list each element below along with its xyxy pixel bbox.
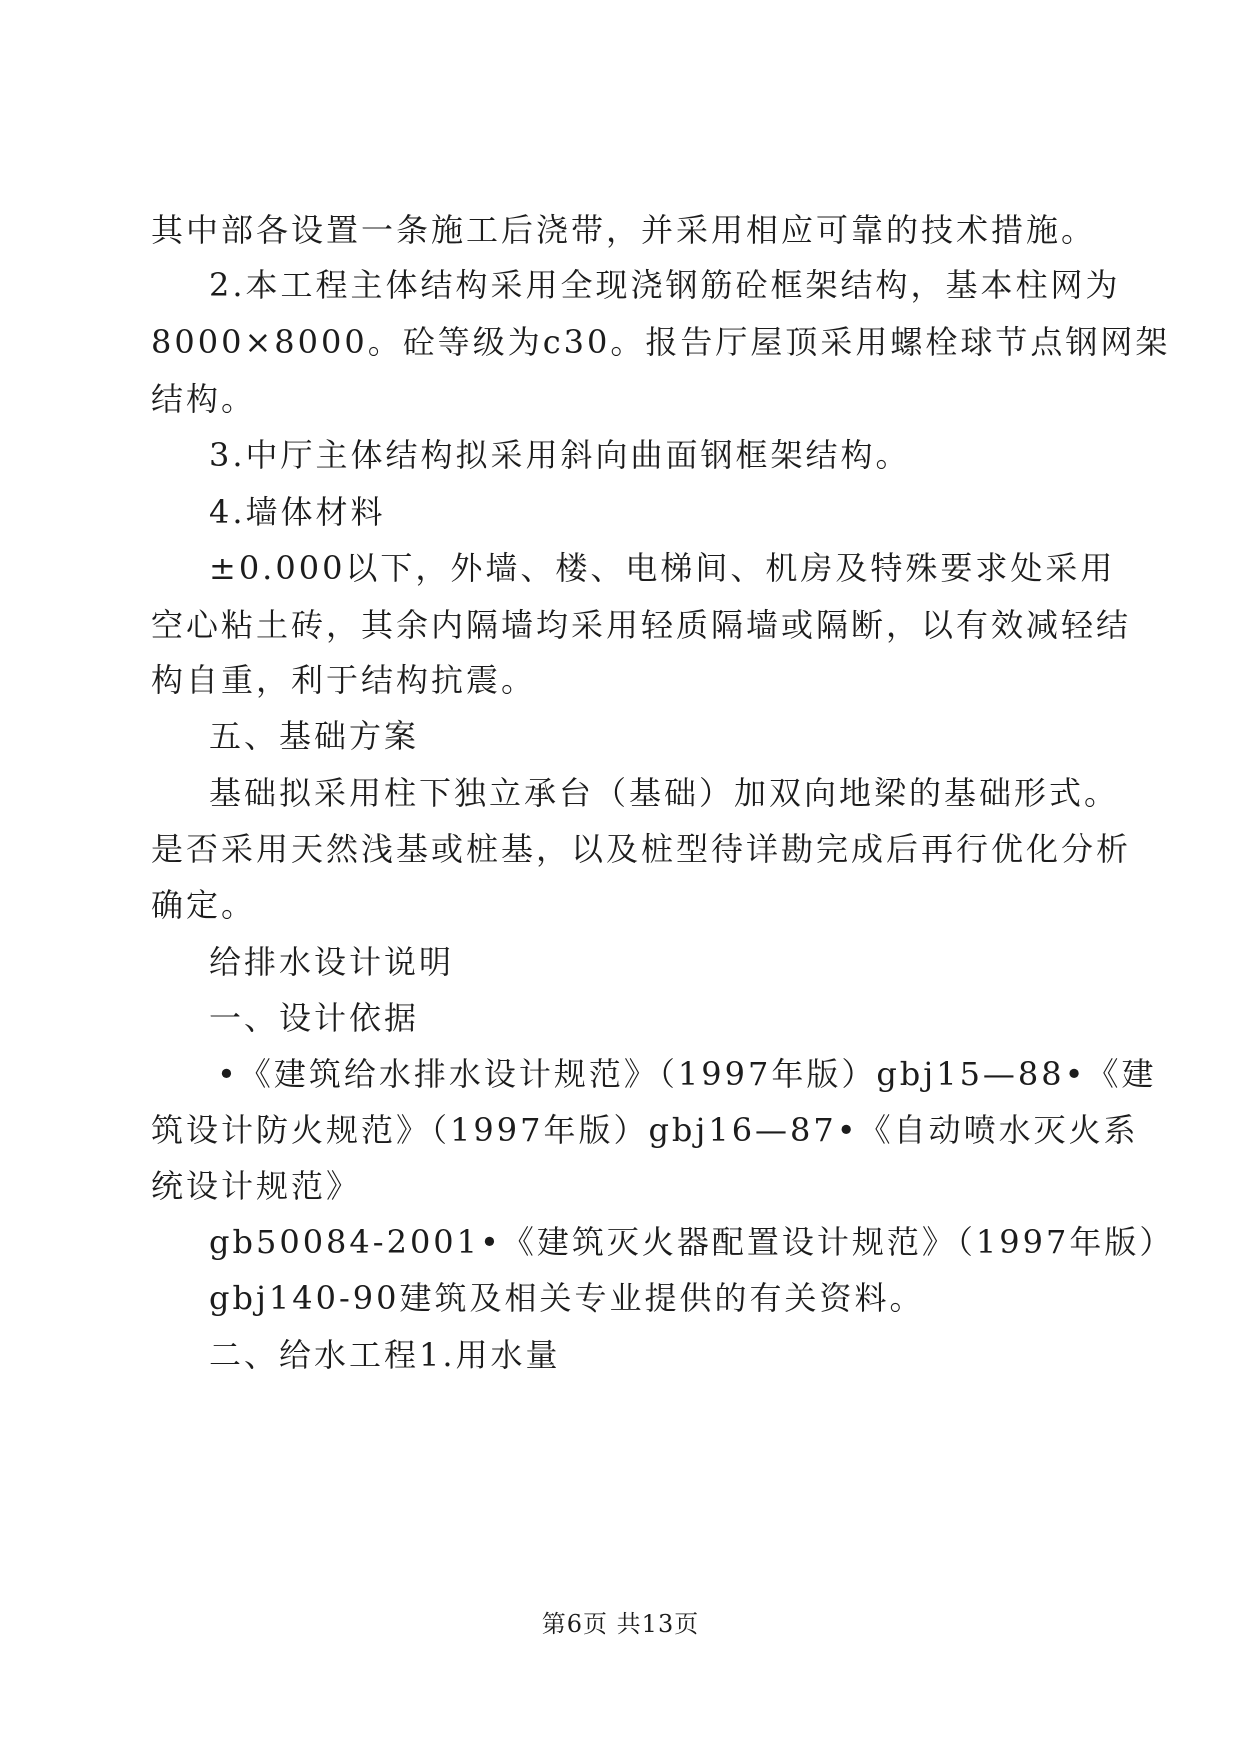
body-text-line: 2.本工程主体结构采用全现浇钢筋砼框架结构，基本柱网为 (209, 266, 1121, 304)
body-text-line: ±0.000以下，外墙、楼、电梯间、机房及特殊要求处采用 (209, 549, 1116, 587)
body-text-line: 是否采用天然浅基或桩基，以及桩型待详勘完成后再行优化分析 (151, 830, 1132, 868)
body-text-line: 基础拟采用柱下独立承台（基础）加双向地梁的基础形式。 (209, 774, 1120, 812)
body-text-line: 4.墙体材料 (209, 493, 386, 531)
section-heading: 二、给水工程1.用水量 (209, 1336, 561, 1374)
body-text-line: 构自重，利于结构抗震。 (151, 661, 537, 699)
section-heading: 一、设计依据 (209, 999, 420, 1037)
page-number-footer: 第6页 共13页 (541, 1610, 700, 1638)
body-text-line: 8000×8000。砼等级为c30。报告厅屋顶采用螺栓球节点钢网架 (151, 323, 1171, 361)
body-text-line: gb50084-2001•《建筑灭火器配置设计规范》（1997年版） (209, 1223, 1175, 1261)
body-text-line: gbj140-90建筑及相关专业提供的有关资料。 (209, 1279, 925, 1317)
body-text-line: 统设计规范》 (151, 1167, 362, 1205)
body-text-line: 3.中厅主体结构拟采用斜向曲面钢框架结构。 (209, 436, 911, 474)
section-heading: 五、基础方案 (209, 717, 420, 755)
body-text-line: 其中部各设置一条施工后浇带，并采用相应可靠的技术措施。 (151, 211, 1097, 249)
body-text-line: 空心粘土砖，其余内隔墙均采用轻质隔墙或隔断，以有效减轻结 (151, 606, 1132, 644)
body-text-line: 结构。 (151, 380, 257, 418)
body-text-line: 确定。 (151, 886, 257, 924)
body-text-line: •《建筑给水排水设计规范》（1997年版）gbj15—88•《建 (217, 1055, 1157, 1093)
section-heading: 给排水设计说明 (209, 943, 455, 981)
body-text-line: 筑设计防火规范》（1997年版）gbj16—87•《自动喷水灭火系 (151, 1111, 1139, 1149)
